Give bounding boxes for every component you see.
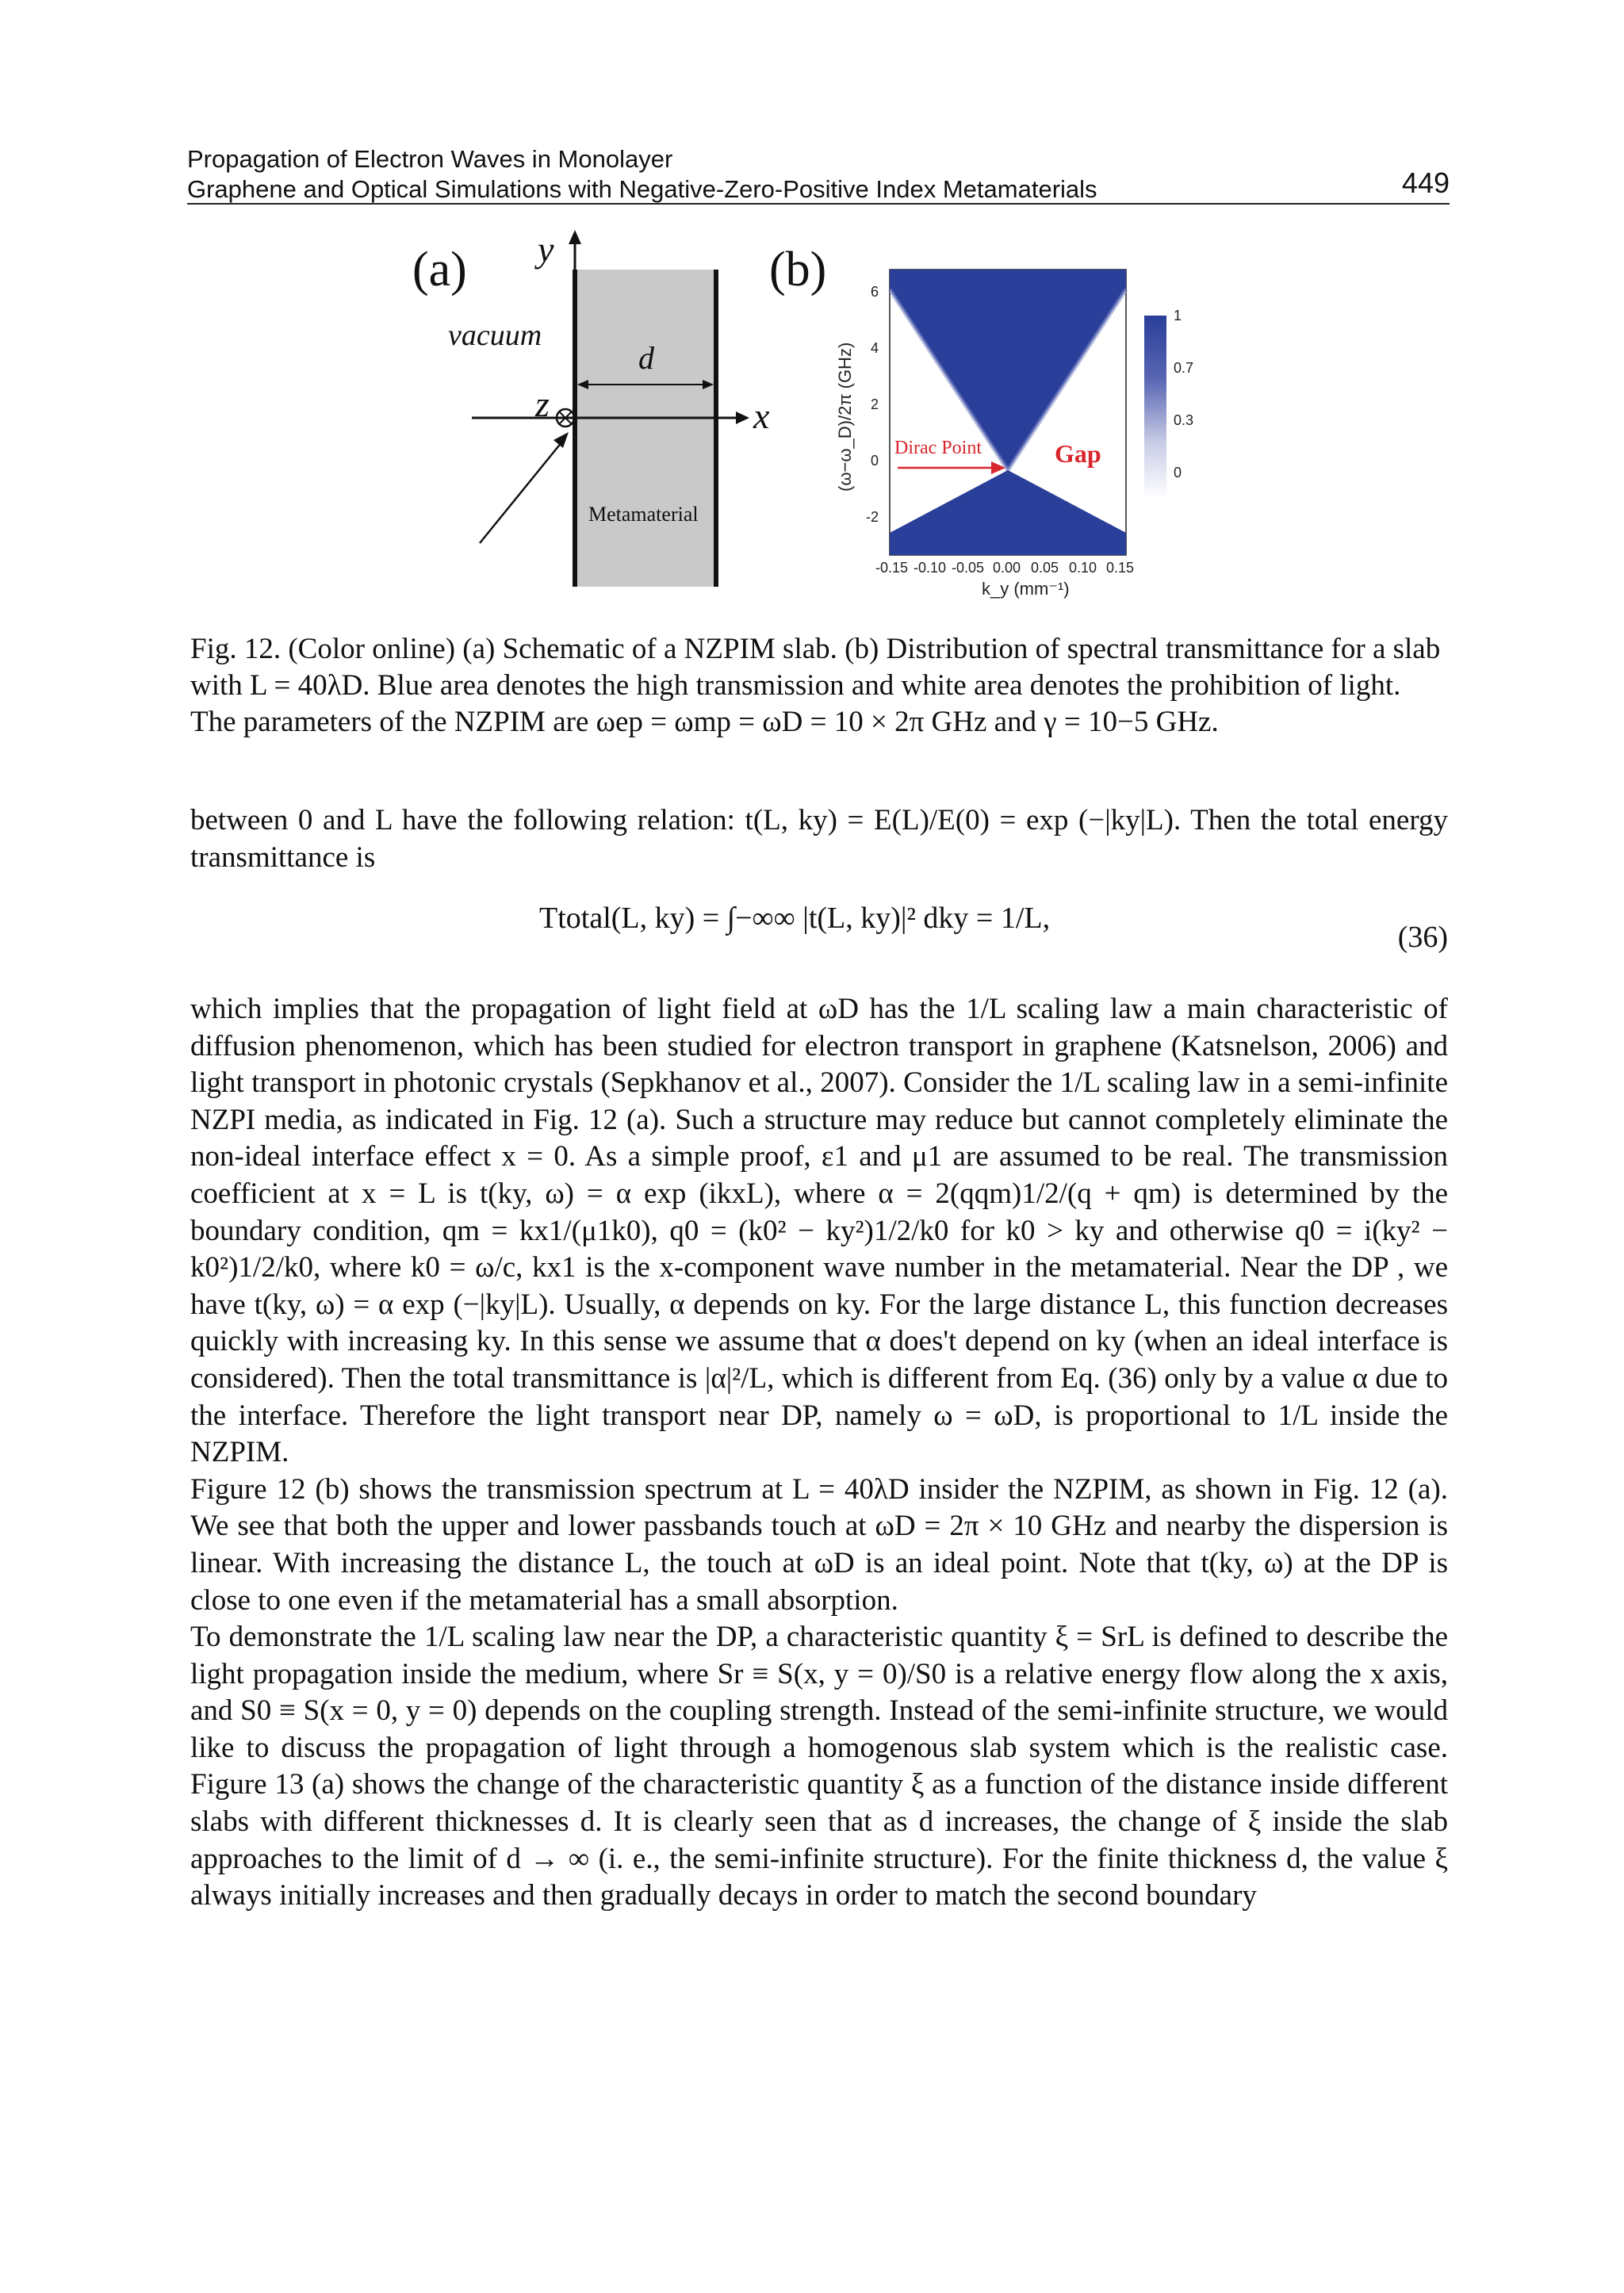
x-axis-label: x — [753, 396, 770, 436]
thickness-label: d — [638, 340, 654, 376]
running-header — [187, 144, 1450, 205]
x-tick-1: -0.15 — [875, 560, 909, 576]
y-tick-minus-2: -2 — [866, 509, 879, 525]
figure-a-label: (a) — [412, 243, 467, 297]
x-tick-2: -0.10 — [914, 560, 947, 576]
x-axis-title: k_y (mm⁻¹) — [982, 579, 1070, 599]
colorbar-tick-07: 0.7 — [1174, 360, 1194, 376]
incident-ray — [480, 438, 565, 543]
dirac-point-label: Dirac Point — [894, 438, 982, 458]
paragraph-2: which implies that the propagation of light field at ωD has the 1/L scaling law a main characteristic of diffusion phenomenon, which has been studied for electron transport in graphene (Katsnelson, 2006) and light transport in photonic crystals (Sepkhanov et al., 2007). Consider the 1/L scaling law in a semi-infinite NZPI media, as indicated in Fig. 12 (a). Such a structure may reduce but cannot completely eliminate the non-ideal interface effect x = 0. As a simple proof, ε1 and μ1 are assumed to be real. The transmission coefficient at x = L is t(ky, ω) = α exp (ikxL), where α = 2(qqm)1/2/(q + qm) is determined by the boundary condition, qm = kx1/(μ1k0), q0 = (k0² − ky²)1/2/k0 for k0 > ky and otherwise q0 = i(ky² − k0²)1/2/k0, where k0 = ω/c, kx1 is the x-component wave number in the metamaterial. Near the DP , we have t(ky, ω) = α exp (−|ky|L). Usually, α depends on ky. For the large distance L, this function decreases quickly with increasing ky. In this sense we assume that α does't depend on ky (when an ideal interface is considered). Then the total transmittance is |α|²/L, which is different from Eq. (36) only by a value α due to the interface. Therefore the light transport near DP, namely ω = ωD, is proportional to 1/L inside the NZPIM. — [190, 993, 1448, 1469]
equation-number: (36) — [1397, 921, 1448, 954]
y-tick-0: 0 — [871, 453, 879, 469]
page-number: 449 — [1401, 167, 1450, 199]
vacuum-label: vacuum — [448, 319, 542, 352]
intro-paragraph — [190, 802, 1448, 876]
colorbar-tick-0: 0 — [1174, 465, 1182, 480]
y-tick-4: 4 — [871, 340, 879, 356]
x-axis-arrow — [736, 412, 749, 424]
colorbar — [1144, 316, 1166, 498]
x-tick-6: 0.10 — [1069, 560, 1097, 576]
header-rule — [187, 203, 1450, 205]
colorbar-tick-03: 0.3 — [1174, 412, 1194, 428]
colorbar-tick-1: 1 — [1174, 308, 1182, 323]
z-axis-label: z — [535, 384, 550, 424]
x-tick-3: -0.05 — [952, 560, 985, 576]
paragraph-1: between 0 and L have the following relation: t(L, ky) = E(L)/E(0) = exp (−|ky|L). Then the total energy transmittance is — [190, 804, 1448, 874]
metamaterial-slab — [575, 270, 716, 587]
header-line-1: Propagation of Electron Waves in Monolayer — [187, 145, 673, 173]
slab-label: Metamaterial — [588, 503, 699, 526]
y-axis-title: (ω−ω_D)/2π (GHz) — [835, 342, 855, 492]
figure-b-transmittance-map — [769, 230, 1194, 626]
equation-36 — [190, 901, 1448, 972]
equation-body: Ttotal(L, ky) = ∫−∞∞ |t(L, ky)|² dky = 1/L, — [539, 902, 1051, 935]
paragraph-4: To demonstrate the 1/L scaling law near the DP, a characteristic quantity ξ = SrL is defined to describe the light propagation inside the medium, where Sr ≡ S(x, y = 0)/S0 is a relative energy flow along the x axis, and S0 ≡ S(x = 0, y = 0) depends on the coupling strength. Instead of the semi-infinite structure, we would like to discuss the propagation of light through a homogenous slab system which is the realistic case. Figure 13 (a) shows the change of the characteristic quantity ξ as a function of the distance inside different slabs with different thicknesses d. It is clearly seen that as d increases, the change of ξ inside the slab approaches to the limit of d → ∞ (i. e., the semi-infinite structure). For the finite thickness d, the value ξ always initially increases and then gradually decays in order to match the second boundary — [190, 1621, 1448, 1912]
figure-a-schematic — [412, 230, 777, 603]
x-tick-5: 0.05 — [1031, 560, 1059, 576]
y-tick-6: 6 — [871, 284, 879, 300]
x-tick-7: 0.15 — [1106, 560, 1135, 576]
gap-label: Gap — [1055, 439, 1101, 468]
x-tick-4: 0.00 — [993, 560, 1021, 576]
figure-caption: Fig. 12. (Color online) (a) Schematic of a NZPIM slab. (b) Distribution of spectral transmittance for a slab with L = 40λD. Blue area denotes the high transmission and white area denotes the prohibition of light. The parameters of the NZPIM are ωep = ωmp = ωD = 10 × 2π GHz and γ = 10−5 GHz. — [190, 633, 1441, 738]
main-text — [190, 991, 1448, 1915]
y-axis-label: y — [538, 229, 554, 270]
y-tick-2: 2 — [871, 396, 879, 412]
y-axis-arrow — [569, 230, 581, 244]
figure-b-label: (b) — [769, 243, 827, 297]
paragraph-3: Figure 12 (b) shows the transmission spectrum at L = 40λD insider the NZPIM, as shown in Fig. 12 (a). We see that both the upper and lower passbands touch at ωD = 2π × 10 GHz and nearby the dispersion is linear. With increasing the distance L, the touch at ωD is an ideal point. Note that t(ky, ω) at the DP is close to one even if the metamaterial has a small absorption. — [190, 1472, 1448, 1617]
header-line-2: Graphene and Optical Simulations with Negative-Zero-Positive Index Metamaterials — [187, 175, 1097, 203]
